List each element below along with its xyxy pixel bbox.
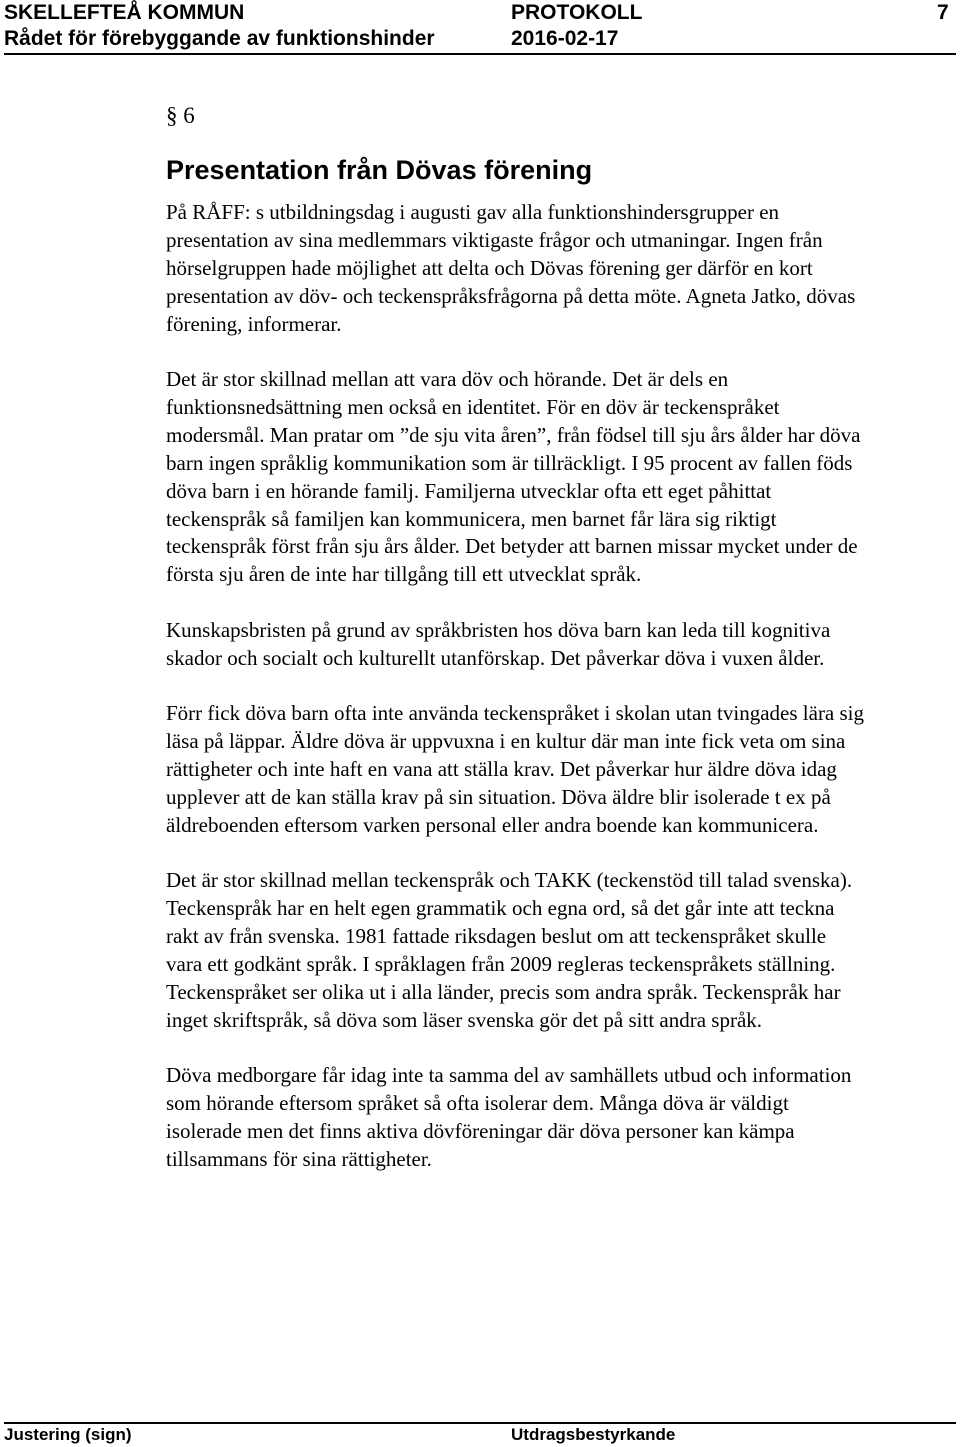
paragraph-deafness-identity: Det är stor skillnad mellan att vara döv och hörande. Det är dels en funktionsnedsättning men också en identitet. För en döv är teckenspråket modersmål. Man pratar om ”de sju vita åren”, från födsel till sju års ålder har döva barn ingen språklig kommunikation som är tillräckligt. I 95 procent av fallen föds döva barn i en hörande familj. Familjerna utvecklar ofta ett eget påhittat teckenspråk så familjen kan kommunicera, men barnet får lära sig riktigt teckenspråk först från sju års ålder. Det betyder att barnen missar mycket under de första sju åren de inte har tillgång till ett utvecklat språk. [166, 367, 861, 587]
page-number: 7 [937, 1, 949, 24]
section-title: Presentation från Dövas förening [166, 155, 593, 185]
document-type: PROTOKOLL [511, 1, 643, 24]
paragraph-history: Förr fick döva barn ofta inte använda teckenspråket i skolan utan tvingades lära sig läsa på läppar. Äldre döva är uppvuxna i en kultur där man inte fick veta om sina rättigheter och inte haft en vana att ställa krav. Det påverkar hur äldre döva idag upplever att de kan ställa krav på sin situation. Döva äldre blir isolerade t ex på äldreboenden eftersom varken personal eller andra boende kan kommunicera. [166, 701, 865, 837]
council-name: Rådet för förebyggande av funktionshinder [4, 27, 435, 50]
extract-label: Utdragsbestyrkande [511, 1425, 676, 1444]
paragraph-knowledge-gap: Kunskapsbristen på grund av språkbristen hos döva barn kan leda till kognitiva skador och socialt och kulturellt utanförskap. Det påverkar döva i vuxen ålder. [166, 617, 831, 670]
section-body [166, 199, 866, 1201]
signature-label: Justering (sign) [4, 1425, 132, 1444]
paragraph-isolation: Döva medborgare får idag inte ta samma del av samhällets utbud och information som hörande eftersom språket så ofta isolerar dem. Många döva är väldigt isolerade men det finns aktiva dövföreningar där döva personer kan kämpa tillsammans för sina rättigheter. [166, 1063, 852, 1171]
header-divider [4, 53, 956, 55]
footer-divider [4, 1422, 956, 1424]
paragraph-sign-language: Det är stor skillnad mellan teckenspråk och TAKK (teckenstöd till talad svenska). Teckenspråk har en helt egen grammatik och egna ord, så det går inte att teckna rakt av från svenska. 1981 fattade riksdagen beslut om att teckenspråket skulle vara ett godkänt språk. I språklagen från 2009 regleras teckenspråkets ställning. Teckenspråket ser olika ut i alla länder, precis som andra språk. Teckenspråk har inget skriftspråk, så döva som läser svenska gör det på sitt andra språk. [166, 868, 853, 1032]
paragraph-intro: På RÅFF: s utbildningsdag i augusti gav alla funktionshindersgrupper en presentation av sina medlemmars viktigaste frågor och utmaningar. Ingen från hörselgruppen hade möjlighet att delta och Dövas förening ger därför en kort presentation av döv- och teckenspråksfrågorna på detta möte. Agneta Jatko, dövas förening, informerar. [166, 200, 856, 336]
section-number: § 6 [166, 103, 195, 128]
meeting-date: 2016-02-17 [511, 27, 619, 50]
municipality-name: SKELLEFTEÅ KOMMUN [4, 1, 245, 24]
